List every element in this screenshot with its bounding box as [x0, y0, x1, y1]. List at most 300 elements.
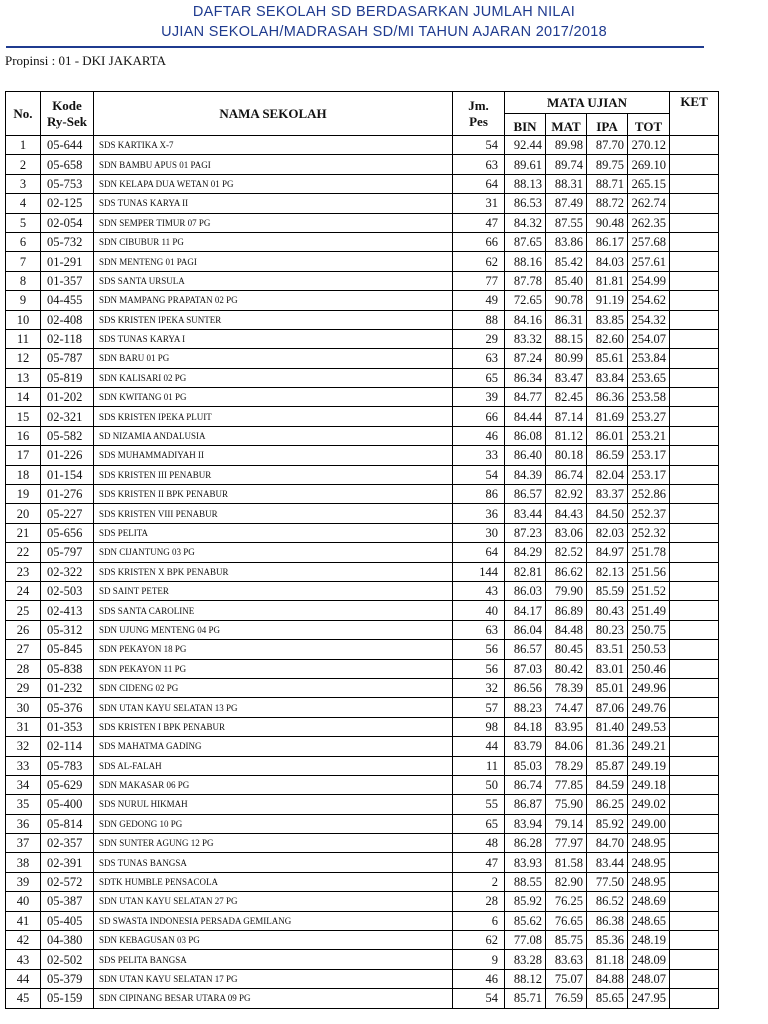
table-row: [6, 194, 719, 213]
table-row: [6, 620, 719, 639]
cell-jumlah-peserta: 66: [453, 407, 505, 426]
cell-mat: 82.92: [546, 485, 587, 504]
cell-jumlah-peserta: 55: [453, 795, 505, 814]
cell-no: 19: [6, 485, 41, 504]
table-row: [6, 737, 719, 756]
cell-mat: 80.99: [546, 349, 587, 368]
cell-kode: 02-572: [41, 872, 94, 891]
cell-jumlah-peserta: 11: [453, 756, 505, 775]
cell-ipa: 84.97: [587, 543, 628, 562]
cell-nama-sekolah: SDN UJUNG MENTENG 04 PG: [94, 620, 453, 639]
cell-tot: 253.17: [628, 465, 670, 484]
cell-tot: 251.78: [628, 543, 670, 562]
cell-jumlah-peserta: 64: [453, 543, 505, 562]
cell-jumlah-peserta: 63: [453, 155, 505, 174]
cell-ket: [670, 329, 719, 348]
cell-tot: 249.76: [628, 698, 670, 717]
cell-tot: 253.27: [628, 407, 670, 426]
cell-ket: [670, 969, 719, 988]
cell-tot: 257.61: [628, 252, 670, 271]
cell-nama-sekolah: SDS KRISTEN X BPK PENABUR: [94, 562, 453, 581]
table-row: [6, 155, 719, 174]
cell-nama-sekolah: SDS TUNAS BANGSA: [94, 853, 453, 872]
header-kode-line2: Ry-Sek: [47, 113, 87, 129]
cell-ket: [670, 834, 719, 853]
cell-mat: 84.43: [546, 504, 587, 523]
cell-ipa: 82.04: [587, 465, 628, 484]
header-kode-line1: Kode: [52, 97, 82, 113]
cell-kode: 02-322: [41, 562, 94, 581]
table-row: [6, 950, 719, 969]
cell-ket: [670, 232, 719, 251]
cell-mat: 76.25: [546, 892, 587, 911]
cell-bin: 83.79: [505, 737, 546, 756]
cell-bin: 86.87: [505, 795, 546, 814]
cell-bin: 87.24: [505, 349, 546, 368]
cell-ipa: 86.59: [587, 446, 628, 465]
cell-kode: 02-413: [41, 601, 94, 620]
cell-mat: 83.63: [546, 950, 587, 969]
table-row: [6, 504, 719, 523]
cell-mat: 83.95: [546, 717, 587, 736]
cell-no: 18: [6, 465, 41, 484]
cell-ket: [670, 931, 719, 950]
cell-jumlah-peserta: 77: [453, 271, 505, 290]
cell-jumlah-peserta: 46: [453, 969, 505, 988]
cell-ket: [670, 504, 719, 523]
cell-bin: 88.12: [505, 969, 546, 988]
cell-mat: 87.55: [546, 213, 587, 232]
cell-ket: [670, 872, 719, 891]
cell-tot: 249.96: [628, 678, 670, 697]
cell-tot: 254.07: [628, 329, 670, 348]
cell-jumlah-peserta: 64: [453, 174, 505, 193]
cell-mat: 86.74: [546, 465, 587, 484]
cell-ipa: 88.71: [587, 174, 628, 193]
cell-mat: 85.42: [546, 252, 587, 271]
cell-ipa: 86.38: [587, 911, 628, 930]
cell-bin: 77.08: [505, 931, 546, 950]
cell-no: 31: [6, 717, 41, 736]
cell-tot: 248.95: [628, 834, 670, 853]
cell-ipa: 82.03: [587, 523, 628, 542]
cell-mat: 82.90: [546, 872, 587, 891]
table-row: [6, 485, 719, 504]
cell-ket: [670, 446, 719, 465]
cell-tot: 249.53: [628, 717, 670, 736]
cell-tot: 249.21: [628, 737, 670, 756]
cell-tot: 253.21: [628, 426, 670, 445]
cell-ipa: 84.50: [587, 504, 628, 523]
cell-kode: 05-227: [41, 504, 94, 523]
table-row: [6, 892, 719, 911]
table-row: [6, 174, 719, 193]
cell-no: 42: [6, 931, 41, 950]
cell-ket: [670, 737, 719, 756]
table-row: [6, 252, 719, 271]
cell-kode: 05-629: [41, 775, 94, 794]
cell-nama-sekolah: SDTK HUMBLE PENSACOLA: [94, 872, 453, 891]
cell-tot: 270.12: [628, 136, 670, 155]
cell-no: 37: [6, 834, 41, 853]
cell-ipa: 83.51: [587, 640, 628, 659]
cell-nama-sekolah: SDN UTAN KAYU SELATAN 27 PG: [94, 892, 453, 911]
table-row: [6, 213, 719, 232]
cell-mat: 81.58: [546, 853, 587, 872]
cell-jumlah-peserta: 65: [453, 368, 505, 387]
cell-kode: 05-644: [41, 136, 94, 155]
cell-bin: 86.08: [505, 426, 546, 445]
cell-jumlah-peserta: 33: [453, 446, 505, 465]
table-row: [6, 349, 719, 368]
cell-nama-sekolah: SDN CIBUBUR 11 PG: [94, 232, 453, 251]
cell-ipa: 81.36: [587, 737, 628, 756]
cell-tot: 248.09: [628, 950, 670, 969]
cell-mat: 85.75: [546, 931, 587, 950]
cell-mat: 76.65: [546, 911, 587, 930]
header-mat: MAT: [546, 114, 587, 136]
cell-tot: 252.37: [628, 504, 670, 523]
cell-nama-sekolah: SDN MENTENG 01 PAGI: [94, 252, 453, 271]
cell-jumlah-peserta: 66: [453, 232, 505, 251]
cell-no: 6: [6, 232, 41, 251]
cell-ket: [670, 174, 719, 193]
cell-no: 21: [6, 523, 41, 542]
cell-tot: 253.84: [628, 349, 670, 368]
cell-ket: [670, 659, 719, 678]
cell-kode: 02-357: [41, 834, 94, 853]
cell-jumlah-peserta: 2: [453, 872, 505, 891]
cell-bin: 85.71: [505, 989, 546, 1008]
table-row: [6, 426, 719, 445]
cell-ket: [670, 814, 719, 833]
cell-mat: 77.85: [546, 775, 587, 794]
cell-jumlah-peserta: 62: [453, 252, 505, 271]
cell-ipa: 87.06: [587, 698, 628, 717]
header-ipa: IPA: [587, 114, 628, 136]
document-title-line2: UJIAN SEKOLAH/MADRASAH SD/MI TAHUN AJARAN 2017/2018: [161, 24, 607, 40]
cell-kode: 05-783: [41, 756, 94, 775]
table-row: [6, 562, 719, 581]
cell-ipa: 85.92: [587, 814, 628, 833]
cell-nama-sekolah: SDN UTAN KAYU SELATAN 13 PG: [94, 698, 453, 717]
cell-mat: 87.14: [546, 407, 587, 426]
cell-no: 9: [6, 291, 41, 310]
table-row: [6, 291, 719, 310]
cell-nama-sekolah: SDN SEMPER TIMUR 07 PG: [94, 213, 453, 232]
cell-tot: 249.19: [628, 756, 670, 775]
cell-tot: 253.58: [628, 388, 670, 407]
cell-tot: 249.02: [628, 795, 670, 814]
cell-mat: 84.06: [546, 737, 587, 756]
cell-mat: 87.49: [546, 194, 587, 213]
cell-mat: 75.90: [546, 795, 587, 814]
cell-nama-sekolah: SDS KRISTEN IPEKA SUNTER: [94, 310, 453, 329]
cell-tot: 248.95: [628, 872, 670, 891]
cell-mat: 79.90: [546, 581, 587, 600]
cell-no: 33: [6, 756, 41, 775]
cell-no: 43: [6, 950, 41, 969]
table-row: [6, 969, 719, 988]
cell-nama-sekolah: SDN KEBAGUSAN 03 PG: [94, 931, 453, 950]
cell-ipa: 90.48: [587, 213, 628, 232]
cell-jumlah-peserta: 48: [453, 834, 505, 853]
cell-bin: 89.61: [505, 155, 546, 174]
cell-tot: 250.53: [628, 640, 670, 659]
cell-bin: 85.62: [505, 911, 546, 930]
cell-ipa: 84.70: [587, 834, 628, 853]
cell-no: 36: [6, 814, 41, 833]
cell-ket: [670, 581, 719, 600]
cell-ket: [670, 407, 719, 426]
cell-bin: 86.53: [505, 194, 546, 213]
cell-tot: 269.10: [628, 155, 670, 174]
cell-bin: 84.16: [505, 310, 546, 329]
cell-ket: [670, 601, 719, 620]
cell-nama-sekolah: SDS PELITA BANGSA: [94, 950, 453, 969]
cell-no: 29: [6, 678, 41, 697]
cell-nama-sekolah: SDS KRISTEN III PENABUR: [94, 465, 453, 484]
cell-ket: [670, 426, 719, 445]
table-row: [6, 601, 719, 620]
cell-tot: 249.00: [628, 814, 670, 833]
cell-kode: 02-391: [41, 853, 94, 872]
cell-tot: 265.15: [628, 174, 670, 193]
cell-mat: 81.12: [546, 426, 587, 445]
cell-nama-sekolah: SDN MAMPANG PRAPATAN 02 PG: [94, 291, 453, 310]
cell-ket: [670, 485, 719, 504]
cell-jumlah-peserta: 63: [453, 620, 505, 639]
cell-kode: 01-232: [41, 678, 94, 697]
cell-kode: 04-455: [41, 291, 94, 310]
cell-mat: 79.14: [546, 814, 587, 833]
cell-nama-sekolah: SDN BAMBU APUS 01 PAGI: [94, 155, 453, 174]
cell-ket: [670, 640, 719, 659]
cell-ipa: 91.19: [587, 291, 628, 310]
cell-ket: [670, 698, 719, 717]
cell-kode: 02-114: [41, 737, 94, 756]
cell-nama-sekolah: SDS KRISTEN VIII PENABUR: [94, 504, 453, 523]
cell-nama-sekolah: SDN PEKAYON 18 PG: [94, 640, 453, 659]
cell-jumlah-peserta: 56: [453, 640, 505, 659]
cell-kode: 05-656: [41, 523, 94, 542]
cell-tot: 253.17: [628, 446, 670, 465]
cell-no: 38: [6, 853, 41, 872]
cell-nama-sekolah: SDS AL-FALAH: [94, 756, 453, 775]
cell-bin: 84.17: [505, 601, 546, 620]
cell-kode: 05-658: [41, 155, 94, 174]
table-row: [6, 853, 719, 872]
cell-ipa: 85.01: [587, 678, 628, 697]
header-jumlah-peserta: [453, 92, 505, 136]
cell-no: 45: [6, 989, 41, 1008]
table-row: [6, 756, 719, 775]
cell-bin: 84.18: [505, 717, 546, 736]
cell-ket: [670, 368, 719, 387]
cell-ket: [670, 562, 719, 581]
cell-kode: 02-054: [41, 213, 94, 232]
cell-ipa: 80.23: [587, 620, 628, 639]
cell-kode: 01-276: [41, 485, 94, 504]
cell-kode: 05-838: [41, 659, 94, 678]
table-row: [6, 232, 719, 251]
cell-nama-sekolah: SDS MUHAMMADIYAH II: [94, 446, 453, 465]
cell-ipa: 85.59: [587, 581, 628, 600]
cell-kode: 05-732: [41, 232, 94, 251]
cell-jumlah-peserta: 31: [453, 194, 505, 213]
cell-kode: 02-408: [41, 310, 94, 329]
cell-kode: 05-159: [41, 989, 94, 1008]
cell-nama-sekolah: SD NIZAMIA ANDALUSIA: [94, 426, 453, 445]
cell-tot: 248.19: [628, 931, 670, 950]
cell-bin: 84.29: [505, 543, 546, 562]
cell-bin: 86.74: [505, 775, 546, 794]
cell-jumlah-peserta: 40: [453, 601, 505, 620]
table-row: [6, 310, 719, 329]
cell-jumlah-peserta: 46: [453, 426, 505, 445]
cell-no: 39: [6, 872, 41, 891]
cell-ipa: 87.70: [587, 136, 628, 155]
cell-no: 28: [6, 659, 41, 678]
cell-kode: 05-387: [41, 892, 94, 911]
cell-nama-sekolah: SDS KRISTEN I BPK PENABUR: [94, 717, 453, 736]
cell-no: 7: [6, 252, 41, 271]
cell-jumlah-peserta: 56: [453, 659, 505, 678]
cell-nama-sekolah: SDN KELAPA DUA WETAN 01 PG: [94, 174, 453, 193]
cell-ket: [670, 853, 719, 872]
table-row: [6, 814, 719, 833]
table-row: [6, 388, 719, 407]
cell-nama-sekolah: SDS KRISTEN IPEKA PLUIT: [94, 407, 453, 426]
cell-tot: 254.32: [628, 310, 670, 329]
cell-ket: [670, 310, 719, 329]
cell-bin: 84.44: [505, 407, 546, 426]
table-row: [6, 446, 719, 465]
cell-ipa: 81.81: [587, 271, 628, 290]
title-underline: [6, 46, 704, 48]
cell-bin: 88.16: [505, 252, 546, 271]
header-jm-line2: Pes: [469, 113, 488, 129]
cell-ket: [670, 756, 719, 775]
cell-bin: 83.28: [505, 950, 546, 969]
cell-ipa: 81.40: [587, 717, 628, 736]
cell-tot: 250.46: [628, 659, 670, 678]
table-row: [6, 659, 719, 678]
cell-kode: 05-312: [41, 620, 94, 639]
cell-nama-sekolah: SDN PEKAYON 11 PG: [94, 659, 453, 678]
cell-ket: [670, 291, 719, 310]
cell-kode: 01-154: [41, 465, 94, 484]
cell-jumlah-peserta: 98: [453, 717, 505, 736]
cell-mat: 80.18: [546, 446, 587, 465]
cell-bin: 87.23: [505, 523, 546, 542]
cell-nama-sekolah: SDN CIJANTUNG 03 PG: [94, 543, 453, 562]
cell-no: 1: [6, 136, 41, 155]
cell-no: 13: [6, 368, 41, 387]
cell-tot: 262.35: [628, 213, 670, 232]
cell-ipa: 80.43: [587, 601, 628, 620]
table-body: [6, 136, 719, 1009]
cell-ket: [670, 155, 719, 174]
cell-nama-sekolah: SDN MAKASAR 06 PG: [94, 775, 453, 794]
cell-mat: 83.47: [546, 368, 587, 387]
table-row: [6, 931, 719, 950]
cell-jumlah-peserta: 43: [453, 581, 505, 600]
cell-no: 4: [6, 194, 41, 213]
cell-jumlah-peserta: 54: [453, 465, 505, 484]
cell-nama-sekolah: SDS MAHATMA GADING: [94, 737, 453, 756]
cell-ipa: 84.03: [587, 252, 628, 271]
cell-mat: 78.29: [546, 756, 587, 775]
cell-mat: 78.39: [546, 678, 587, 697]
cell-no: 40: [6, 892, 41, 911]
cell-no: 12: [6, 349, 41, 368]
cell-jumlah-peserta: 144: [453, 562, 505, 581]
cell-nama-sekolah: SDS KRISTEN II BPK PENABUR: [94, 485, 453, 504]
cell-ket: [670, 892, 719, 911]
cell-bin: 84.77: [505, 388, 546, 407]
cell-ipa: 85.87: [587, 756, 628, 775]
cell-no: 25: [6, 601, 41, 620]
cell-mat: 82.45: [546, 388, 587, 407]
cell-nama-sekolah: SDS KARTIKA X-7: [94, 136, 453, 155]
cell-nama-sekolah: SDN KWITANG 01 PG: [94, 388, 453, 407]
table-row: [6, 581, 719, 600]
cell-kode: 05-400: [41, 795, 94, 814]
cell-nama-sekolah: SDN BARU 01 PG: [94, 349, 453, 368]
cell-kode: 05-814: [41, 814, 94, 833]
cell-tot: 248.65: [628, 911, 670, 930]
cell-tot: 262.74: [628, 194, 670, 213]
cell-ket: [670, 620, 719, 639]
cell-nama-sekolah: SDN GEDONG 10 PG: [94, 814, 453, 833]
cell-no: 27: [6, 640, 41, 659]
cell-nama-sekolah: SDN UTAN KAYU SELATAN 17 PG: [94, 969, 453, 988]
cell-bin: 88.13: [505, 174, 546, 193]
cell-bin: 85.03: [505, 756, 546, 775]
cell-bin: 86.28: [505, 834, 546, 853]
cell-ipa: 86.52: [587, 892, 628, 911]
cell-jumlah-peserta: 47: [453, 853, 505, 872]
cell-ket: [670, 775, 719, 794]
cell-ket: [670, 989, 719, 1008]
cell-kode: 05-819: [41, 368, 94, 387]
cell-tot: 248.95: [628, 853, 670, 872]
cell-ipa: 86.17: [587, 232, 628, 251]
cell-bin: 86.40: [505, 446, 546, 465]
cell-mat: 86.89: [546, 601, 587, 620]
cell-kode: 02-321: [41, 407, 94, 426]
cell-ket: [670, 136, 719, 155]
cell-kode: 04-380: [41, 931, 94, 950]
table-row: [6, 271, 719, 290]
cell-no: 24: [6, 581, 41, 600]
cell-ipa: 88.72: [587, 194, 628, 213]
cell-bin: 82.81: [505, 562, 546, 581]
cell-mat: 89.74: [546, 155, 587, 174]
cell-kode: 01-353: [41, 717, 94, 736]
cell-bin: 86.34: [505, 368, 546, 387]
cell-tot: 257.68: [628, 232, 670, 251]
cell-kode: 05-376: [41, 698, 94, 717]
cell-kode: 01-226: [41, 446, 94, 465]
cell-ipa: 86.25: [587, 795, 628, 814]
cell-no: 8: [6, 271, 41, 290]
table-header: [6, 92, 719, 136]
cell-bin: 83.32: [505, 329, 546, 348]
cell-ipa: 81.18: [587, 950, 628, 969]
table-row: [6, 872, 719, 891]
